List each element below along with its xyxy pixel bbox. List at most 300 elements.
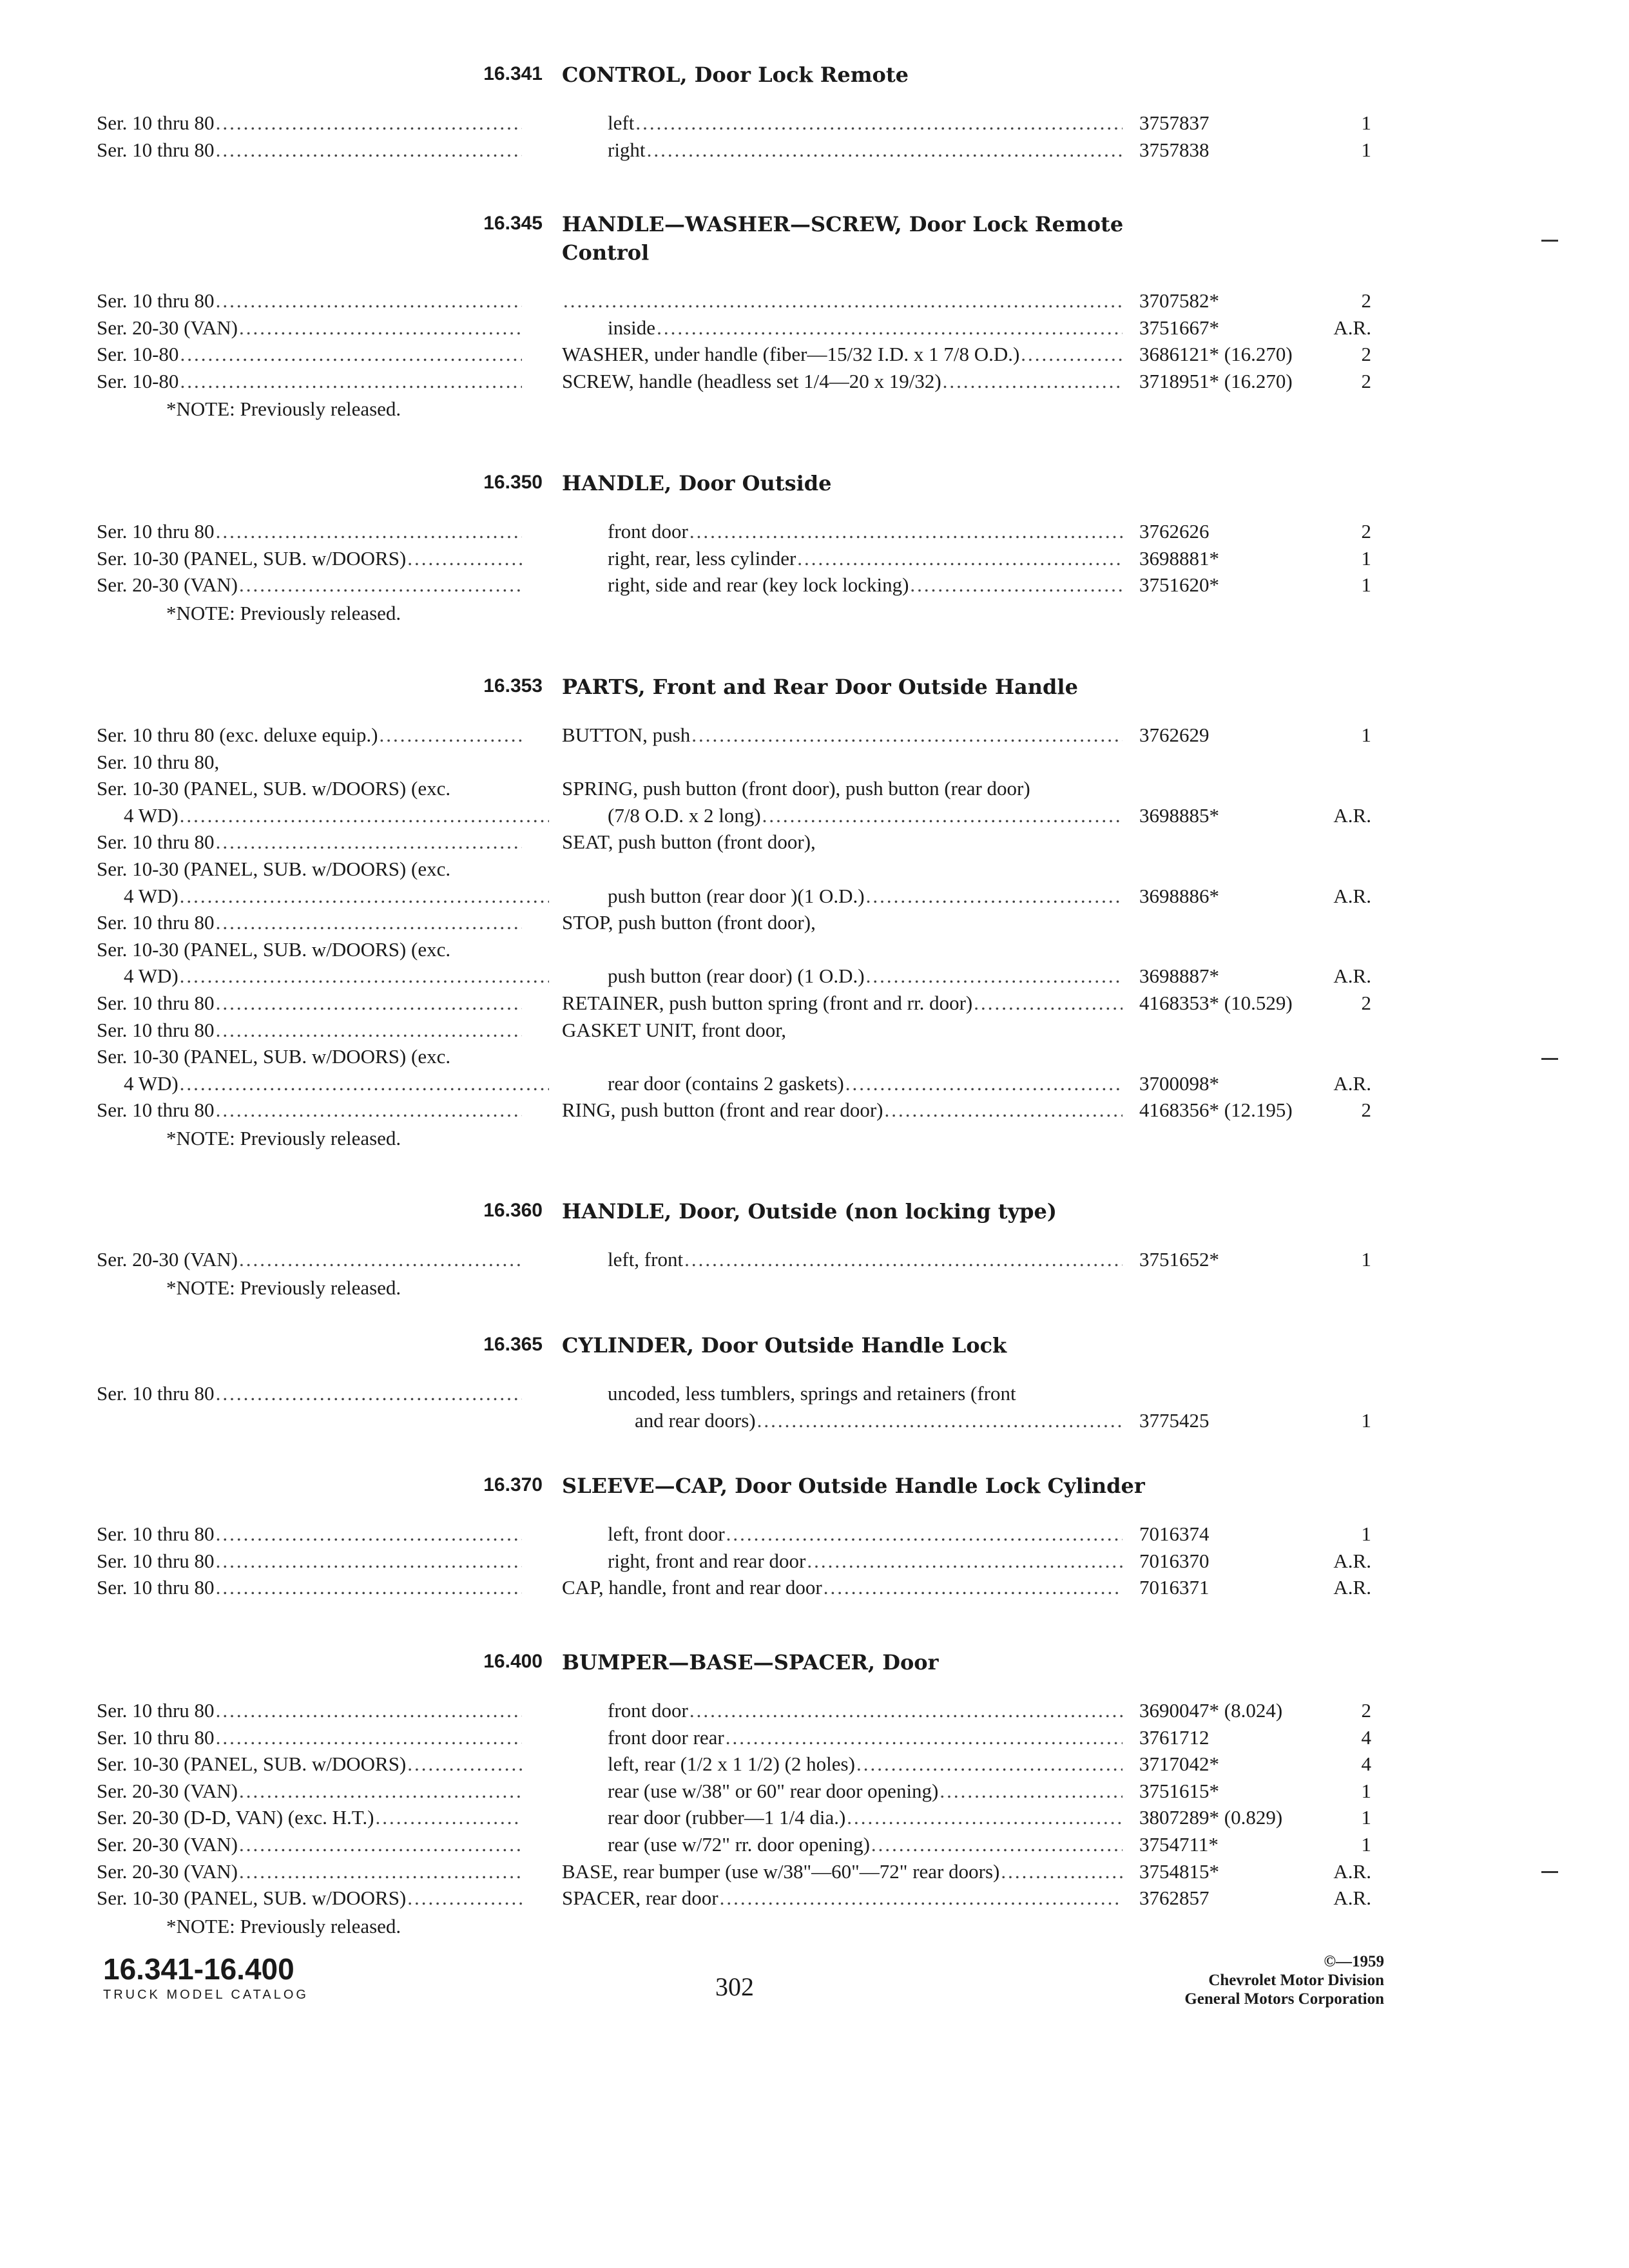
series-cell [97,314,522,341]
series-cell [97,545,522,572]
quantity: 1 [1361,547,1371,570]
leader-dots [378,722,522,749]
note-text: *NOTE: Previously released. [166,398,401,420]
table-row [0,1017,1629,1044]
footer-publisher [1184,1952,1384,2008]
series-text: Ser. 20-30 (VAN) [97,1833,238,1856]
quantity: 2 [1361,992,1371,1014]
series-text: Ser. 20-30 (VAN) [97,316,238,339]
part-number: 3707582* [1139,289,1219,312]
page-number: 302 [715,1972,754,2001]
description-text: RING, push button (front and rear door) [562,1099,883,1121]
series-cell [97,1804,522,1831]
note-text: *NOTE: Previously released. [166,1915,401,1937]
quantity: 1 [1361,1409,1371,1432]
series-text: Ser. 10 thru 80 [97,1550,215,1572]
section-title: CONTROL, Door Lock Remote [562,62,909,87]
table-row [0,1858,1629,1885]
series-cell [97,1751,522,1778]
description-cell [562,722,1123,749]
series-text: Ser. 10 thru 80 [97,1523,215,1545]
description-cell [608,110,1123,137]
leader-dots [215,137,522,164]
leader-dots [718,1885,1123,1912]
description-cell [562,829,1123,856]
part-number: 3754711* [1139,1833,1219,1856]
table-row [0,1407,1629,1434]
leader-dots [938,1778,1123,1805]
series-cell [124,1070,549,1097]
series-text: Ser. 20-30 (VAN) [97,1780,238,1802]
description-cell [608,1246,1123,1273]
description-text: (7/8 O.D. x 2 long) [608,804,761,827]
series-cell [97,722,522,749]
series-text: Ser. 10 thru 80 [97,1019,215,1041]
leader-dots [1019,341,1123,368]
description-text: SPRING, push button (front door), push button (rear door) [562,777,1030,800]
description-cell [608,1831,1123,1858]
description-text: rear door (contains 2 gaskets) [608,1072,844,1095]
leader-dots [238,1246,522,1273]
description-cell [562,1858,1123,1885]
series-cell [97,909,522,936]
series-text: Ser. 10-30 (PANEL, SUB. w/DOORS) [97,1753,407,1775]
table-row [0,572,1629,599]
series-text: Ser. 10 thru 80 [97,111,215,134]
leader-dots [865,883,1123,910]
series-text: Ser. 10 thru 80 [97,520,215,543]
description-cell [562,775,1123,802]
table-row [0,1097,1629,1124]
part-number: 3775425 [1139,1409,1210,1432]
table-row [0,1751,1629,1778]
leader-dots [796,545,1123,572]
leader-dots [999,1858,1123,1885]
description-cell [608,1380,1123,1407]
quantity: A.R. [1333,804,1371,827]
description-text: left, rear (1/2 x 1 1/2) (2 holes) [608,1753,855,1775]
leader-dots [865,963,1123,990]
series-text: Ser. 10-30 (PANEL, SUB. w/DOORS) (exc. [97,938,451,961]
description-cell [635,1407,1123,1434]
series-cell [97,1246,522,1273]
leader-dots [215,110,522,137]
leader-dots [238,1858,522,1885]
leader-dots [215,1521,522,1548]
description-cell [608,137,1123,164]
section-number: 16.350 [483,472,543,493]
series-text: Ser. 10-30 (PANEL, SUB. w/DOORS) [97,547,407,570]
description-text: left, front [608,1248,684,1271]
description-text: front door [608,1699,688,1722]
series-text: 4 WD) [124,804,178,827]
series-cell [97,775,522,802]
table-row [0,802,1629,829]
series-text: Ser. 20-30 (VAN) [97,1248,238,1271]
leader-dots [215,287,522,314]
description-cell [608,518,1123,545]
table-row [0,1070,1629,1097]
description-text: right, side and rear (key lock locking) [608,573,909,596]
part-number: 4168356* (12.195) [1139,1099,1293,1121]
leader-dots [725,1521,1123,1548]
quantity: 1 [1361,139,1371,161]
table-row [0,1548,1629,1575]
description-text: STOP, push button (front door), [562,911,816,934]
table-row [0,314,1629,341]
leader-dots [634,110,1123,137]
series-cell [97,1885,522,1912]
description-text: SEAT, push button (front door), [562,831,816,853]
table-row [0,990,1629,1017]
series-cell [97,1548,522,1575]
leader-dots [238,314,522,341]
leader-dots [845,1804,1123,1831]
quantity: 4 [1361,1753,1371,1775]
footer-catalog-label: TRUCK MODEL CATALOG [103,1988,309,2002]
section-title: SLEEVE—CAP, Door Outside Handle Lock Cylinder [562,1474,1145,1498]
part-number: 3690047* (8.024) [1139,1699,1283,1722]
part-number: 3762629 [1139,724,1210,746]
description-cell [608,1548,1123,1575]
leader-dots [178,963,549,990]
leader-dots [215,1574,522,1601]
leader-dots [215,909,522,936]
leader-dots [215,829,522,856]
series-text: Ser. 10 thru 80 [97,1726,215,1749]
series-text: Ser. 10 thru 80 [97,992,215,1014]
description-text: front door rear [608,1726,724,1749]
table-row [0,368,1629,395]
series-text: Ser. 10 thru 80 [97,1099,215,1121]
quantity: 1 [1361,111,1371,134]
part-number: 3751620* [1139,573,1219,596]
section-number: 16.400 [483,1651,543,1672]
series-cell [97,287,522,314]
quantity: 1 [1361,573,1371,596]
table-row [0,518,1629,545]
series-text: Ser. 10-30 (PANEL, SUB. w/DOORS) (exc. [97,777,451,800]
description-text: right, rear, less cylinder [608,547,796,570]
leader-dots [562,287,1123,314]
series-text: Ser. 10 thru 80 [97,1382,215,1405]
footer-corporation: General Motors Corporation [1184,1990,1384,2008]
series-cell [97,1521,522,1548]
part-number: 7016370 [1139,1550,1210,1572]
series-cell [97,1778,522,1805]
description-text: uncoded, less tumblers, springs and retainers (front [608,1382,1016,1405]
leader-dots [406,1751,522,1778]
part-number: 3751667* [1139,316,1219,339]
quantity: 2 [1361,520,1371,543]
leader-dots [215,1724,522,1751]
description-cell [608,1778,1123,1805]
description-text: BASE, rear bumper (use w/38"—60"—72" rear doors) [562,1860,1000,1883]
footer-copyright: ©—1959 [1324,1953,1384,1970]
leader-dots [215,1548,522,1575]
leader-dots [883,1097,1123,1124]
part-number: 3686121* (16.270) [1139,343,1293,365]
table-row [0,137,1629,164]
part-number: 3698885* [1139,804,1219,827]
series-text: Ser. 10 thru 80 [97,1576,215,1599]
description-text: left, front door [608,1523,725,1545]
quantity: 2 [1361,1099,1371,1121]
part-number: 4168353* (10.529) [1139,992,1293,1014]
section-title: HANDLE, Door, Outside (non locking type) [562,1199,1057,1224]
leader-dots [215,990,522,1017]
quantity: 2 [1361,1699,1371,1722]
quantity: 4 [1361,1726,1371,1749]
series-text: Ser. 10-80 [97,343,179,365]
description-cell [562,1574,1123,1601]
leader-dots [870,1831,1123,1858]
description-cell [608,1070,1123,1097]
leader-dots [761,802,1123,829]
section-number: 16.360 [483,1200,543,1221]
description-cell [562,341,1123,368]
table-row [0,341,1629,368]
description-cell [608,1751,1123,1778]
series-cell [97,829,522,856]
series-cell [97,518,522,545]
note-text: *NOTE: Previously released. [166,1127,401,1149]
series-cell [97,936,522,963]
description-cell [562,1017,1123,1044]
part-number: 3751615* [1139,1780,1219,1802]
table-row [0,1885,1629,1912]
footer-left [103,1952,309,2004]
table-row [0,1521,1629,1548]
section-title: HANDLE, Door Outside [562,471,832,495]
part-number: 3757838 [1139,139,1210,161]
leader-dots [178,883,549,910]
leader-dots [238,572,522,599]
section-title: BUMPER—BASE—SPACER, Door [562,1650,939,1675]
description-cell [562,368,1123,395]
table-row [0,829,1629,856]
description-text: SPACER, rear door [562,1887,718,1909]
series-text: Ser. 10 thru 80 [97,831,215,853]
leader-dots [683,1246,1123,1273]
leader-dots [941,368,1123,395]
part-number: 3717042* [1139,1753,1219,1775]
description-cell [608,572,1123,599]
edge-mark [1541,240,1558,242]
leader-dots [215,1097,522,1124]
leader-dots [688,518,1123,545]
quantity: 1 [1361,1248,1371,1271]
description-cell [562,1885,1123,1912]
series-cell [97,1858,522,1885]
description-text: rear (use w/72" rr. door opening) [608,1833,870,1856]
part-number: 3762857 [1139,1887,1210,1909]
section-title: CYLINDER, Door Outside Handle Lock [562,1333,1007,1358]
series-cell [97,1574,522,1601]
series-cell [97,1380,522,1407]
table-row [0,1724,1629,1751]
description-text: BUTTON, push [562,724,691,746]
part-number: 3757837 [1139,111,1210,134]
quantity: 1 [1361,1780,1371,1802]
quantity: A.R. [1333,1072,1371,1095]
section-number: 16.353 [483,675,543,697]
series-text: Ser. 10 thru 80 [97,139,215,161]
table-row [0,287,1629,314]
leader-dots [655,314,1123,341]
section-number: 16.345 [483,213,543,234]
series-cell [97,572,522,599]
leader-dots [822,1574,1123,1601]
table-row [0,1778,1629,1805]
description-cell [608,883,1123,910]
description-cell [608,1521,1123,1548]
quantity: A.R. [1333,1860,1371,1883]
series-text: Ser. 20-30 (VAN) [97,1860,238,1883]
part-number: 3751652* [1139,1248,1219,1271]
description-text: front door [608,520,688,543]
leader-dots [805,1548,1123,1575]
series-cell [124,883,549,910]
part-number: 3698887* [1139,965,1219,987]
description-cell [562,990,1123,1017]
series-text: Ser. 10 thru 80 [97,289,215,312]
part-number: 3762626 [1139,520,1210,543]
quantity: A.R. [1333,316,1371,339]
series-text: Ser. 10-30 (PANEL, SUB. w/DOORS) (exc. [97,858,451,880]
description-text: rear door (rubber—1 1/4 dia.) [608,1806,846,1829]
section-number: 16.370 [483,1474,543,1495]
series-text: 4 WD) [124,1072,178,1095]
description-cell [608,1697,1123,1724]
series-cell [97,110,522,137]
description-text: SCREW, handle (headless set 1/4—20 x 19/32) [562,370,941,392]
leader-dots [844,1070,1123,1097]
table-row [0,722,1629,749]
leader-dots [406,1885,522,1912]
table-row [0,909,1629,936]
leader-dots [178,1070,549,1097]
table-row [0,545,1629,572]
section-number: 16.365 [483,1334,543,1355]
leader-dots [238,1831,522,1858]
series-cell [97,1724,522,1751]
description-cell [608,802,1123,829]
description-text: right [608,139,646,161]
part-number: 3761712 [1139,1726,1210,1749]
series-text: Ser. 10 thru 80, [97,751,220,773]
quantity: A.R. [1333,1887,1371,1909]
part-number: 7016374 [1139,1523,1210,1545]
series-cell [97,137,522,164]
table-row [0,749,1629,776]
leader-dots [646,137,1123,164]
edge-mark [1541,1871,1558,1873]
series-text: Ser. 20-30 (D-D, VAN) (exc. H.T.) [97,1806,374,1829]
part-number: 3718951* (16.270) [1139,370,1293,392]
quantity: A.R. [1333,885,1371,907]
description-text: left [608,111,635,134]
series-cell [124,963,549,990]
series-cell [97,1043,522,1070]
leader-dots [756,1407,1123,1434]
footer-range: 16.341-16.400 [103,1952,294,1986]
leader-dots [855,1751,1123,1778]
table-row [0,1804,1629,1831]
leader-dots [178,368,522,395]
description-text: push button (rear door) (1 O.D.) [608,965,865,987]
leader-dots [178,802,549,829]
leader-dots [238,1778,522,1805]
leader-dots [374,1804,522,1831]
table-row [0,1380,1629,1407]
section-title: HANDLE—WASHER—SCREW, Door Lock Remote Control [562,212,1124,265]
series-text: Ser. 10 thru 80 [97,911,215,934]
table-row [0,856,1629,883]
description-cell [608,1804,1123,1831]
series-cell [97,1017,522,1044]
part-number: 3807289* (0.829) [1139,1806,1283,1829]
leader-dots [215,518,522,545]
footer-division: Chevrolet Motor Division [1208,1972,1384,1989]
quantity: A.R. [1333,1576,1371,1599]
description-cell [608,545,1123,572]
series-cell [97,1831,522,1858]
description-cell [608,314,1123,341]
description-text: push button (rear door )(1 O.D.) [608,885,865,907]
part-number: 7016371 [1139,1576,1210,1599]
series-text: Ser. 10 thru 80 (exc. deluxe equip.) [97,724,378,746]
part-number: 3754815* [1139,1860,1219,1883]
description-text: inside [608,316,656,339]
series-text: Ser. 10 thru 80 [97,1699,215,1722]
series-text: 4 WD) [124,965,178,987]
series-cell [124,802,549,829]
series-cell [97,990,522,1017]
series-text: Ser. 10-80 [97,370,179,392]
part-number: 3700098* [1139,1072,1219,1095]
quantity: 1 [1361,724,1371,746]
section-title: PARTS, Front and Rear Door Outside Handle [562,675,1078,699]
description-text: RETAINER, push button spring (front and rr. door) [562,992,973,1014]
series-text: Ser. 20-30 (VAN) [97,573,238,596]
quantity: A.R. [1333,1550,1371,1572]
table-row [0,775,1629,802]
description-text: CAP, handle, front and rear door [562,1576,822,1599]
quantity: 1 [1361,1806,1371,1829]
series-cell [97,1097,522,1124]
series-text: 4 WD) [124,885,178,907]
part-number: 3698886* [1139,885,1219,907]
series-cell [97,341,522,368]
table-row [0,963,1629,990]
description-cell [562,909,1123,936]
description-text: GASKET UNIT, front door, [562,1019,787,1041]
description-cell [608,963,1123,990]
quantity: 1 [1361,1833,1371,1856]
quantity: 2 [1361,289,1371,312]
leader-dots [215,1017,522,1044]
quantity: 2 [1361,370,1371,392]
quantity: A.R. [1333,965,1371,987]
leader-dots [688,1697,1123,1724]
series-cell [97,368,522,395]
description-text: right, front and rear door [608,1550,806,1572]
series-text: Ser. 10-30 (PANEL, SUB. w/DOORS) (exc. [97,1045,451,1068]
description-text: WASHER, under handle (fiber—15/32 I.D. x 1 7/8 O.D.) [562,343,1020,365]
leader-dots [215,1697,522,1724]
leader-dots [178,341,522,368]
